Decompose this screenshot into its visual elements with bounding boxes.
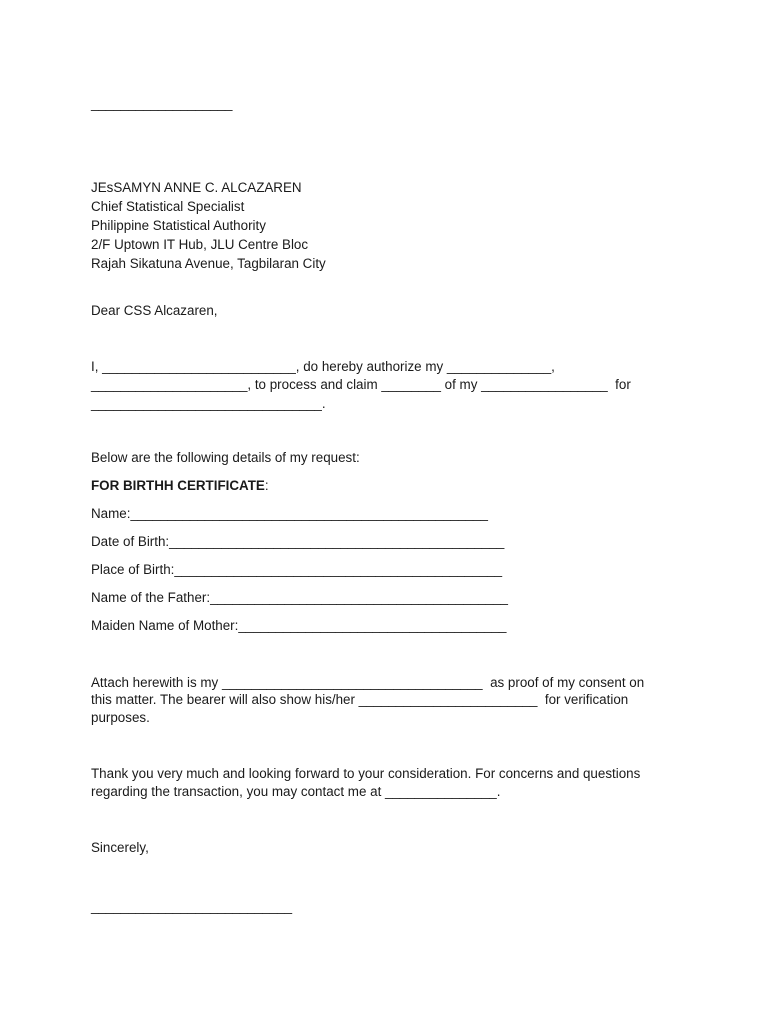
salutation: Dear CSS Alcazaren, bbox=[91, 303, 218, 318]
authorization-line2: _____________________, to process and claim ________ of my _________________ for bbox=[91, 377, 631, 392]
section-heading-text: FOR BIRTHH CERTIFICATE bbox=[91, 478, 265, 493]
date-blank: ___________________ bbox=[91, 96, 233, 111]
recipient-address-line1: 2/F Uptown IT Hub, JLU Centre Bloc bbox=[91, 237, 309, 252]
recipient-name: JEsSAMYN ANNE C. ALCAZAREN bbox=[91, 180, 302, 195]
details-intro: Below are the following details of my request: bbox=[91, 450, 360, 465]
field-father-name: Name of the Father:________________________________________ bbox=[91, 590, 508, 605]
recipient-organization: Philippine Statistical Authority bbox=[91, 218, 266, 233]
attachment-line1: Attach herewith is my ___________________________________ as proof of my consent on bbox=[91, 675, 645, 690]
signature-blank: ___________________________ bbox=[91, 899, 293, 914]
section-heading-colon: : bbox=[264, 478, 269, 493]
field-mother-maiden-name: Maiden Name of Mother:____________________________________ bbox=[91, 618, 507, 633]
authorization-line3: _______________________________. bbox=[91, 396, 326, 411]
attachment-line2: this matter. The bearer will also show his/her ________________________ for verification bbox=[91, 692, 629, 707]
closing-line1: Thank you very much and looking forward to your consideration. For concerns and questions bbox=[91, 766, 641, 781]
field-name: Name:________________________________________________ bbox=[91, 506, 488, 521]
recipient-address-line2: Rajah Sikatuna Avenue, Tagbilaran City bbox=[91, 256, 326, 271]
attachment-line3: purposes. bbox=[91, 710, 150, 725]
field-date-of-birth: Date of Birth:_____________________________________________ bbox=[91, 534, 505, 549]
signoff: Sincerely, bbox=[91, 840, 149, 855]
recipient-title: Chief Statistical Specialist bbox=[91, 199, 245, 214]
field-place-of-birth: Place of Birth:____________________________________________ bbox=[91, 562, 503, 577]
authorization-line1: I, __________________________, do hereby authorize my ______________, bbox=[91, 359, 555, 374]
closing-line2: regarding the transaction, you may contact me at _______________. bbox=[91, 784, 501, 799]
section-heading bbox=[91, 476, 269, 495]
